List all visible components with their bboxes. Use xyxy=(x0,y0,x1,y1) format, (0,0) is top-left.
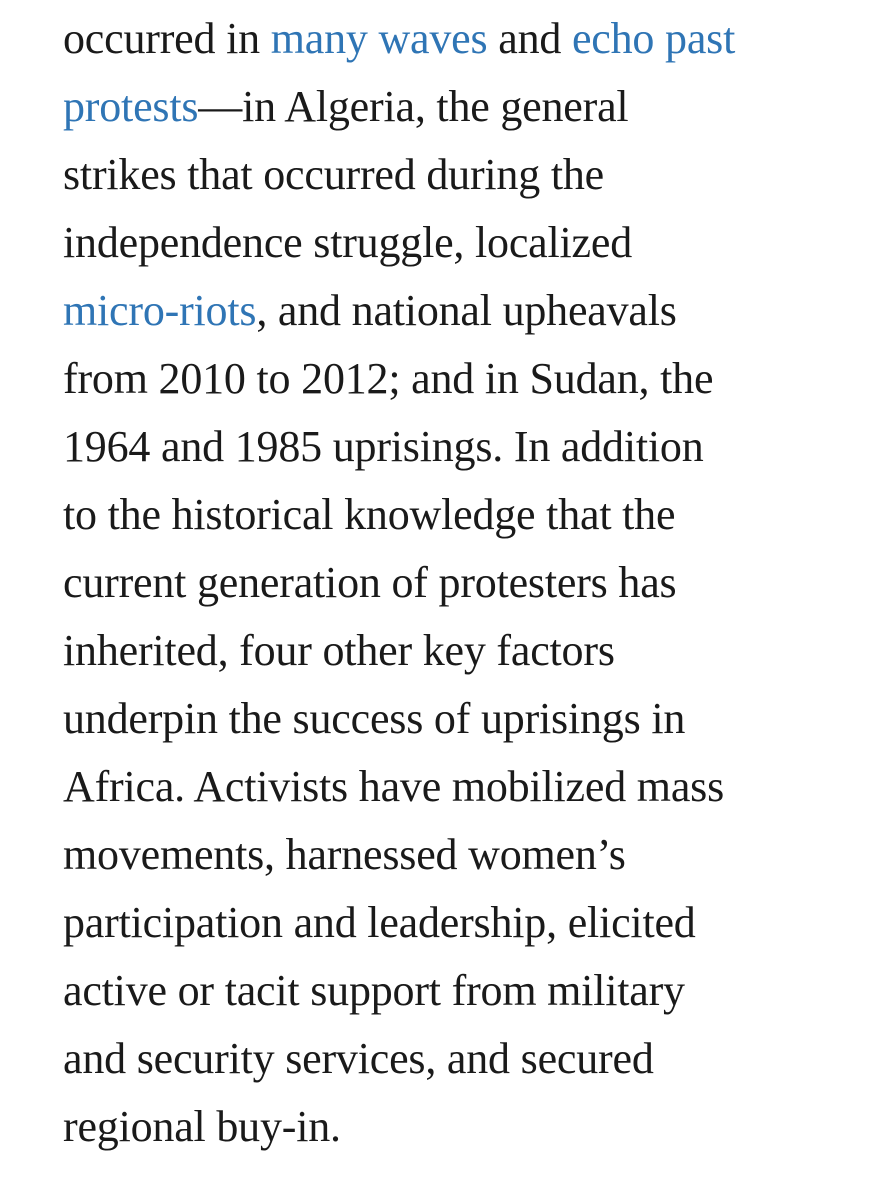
text-segment: occurred in xyxy=(63,14,271,63)
text-line: current generation of protesters has xyxy=(63,558,677,607)
text-segment: —in Algeria, the general xyxy=(198,82,629,131)
link-many-waves[interactable]: many waves xyxy=(270,14,488,63)
text-line xyxy=(63,277,863,345)
text-line: Africa. Activists have mobilized mass xyxy=(63,762,725,811)
text-line: participation and leadership, elicited xyxy=(63,898,696,947)
text-line: active or tacit support from military xyxy=(63,966,685,1015)
article-body xyxy=(63,5,863,1161)
text-line: and security services, and secured xyxy=(63,1034,654,1083)
text-line xyxy=(63,5,863,73)
text-line: 1964 and 1985 uprisings. In addition xyxy=(63,422,704,471)
text-line: regional buy-in. xyxy=(63,1102,341,1151)
text-segment: and xyxy=(487,14,572,63)
text-line: strikes that occurred during the xyxy=(63,150,604,199)
text-line xyxy=(63,73,863,141)
text-line: from 2010 to 2012; and in Sudan, the xyxy=(63,354,714,403)
link-echo-past-protests-continued[interactable]: protests xyxy=(63,82,199,131)
text-segment: , and national upheavals xyxy=(256,286,677,335)
text-line: independence struggle, localized xyxy=(63,218,633,267)
text-line: to the historical knowledge that the xyxy=(63,490,676,539)
link-micro-riots[interactable]: micro-riots xyxy=(63,286,257,335)
text-line: underpin the success of uprisings in xyxy=(63,694,686,743)
text-line: movements, harnessed women’s xyxy=(63,830,626,879)
text-line: inherited, four other key factors xyxy=(63,626,615,675)
link-echo-past-protests[interactable]: echo past xyxy=(571,14,736,63)
